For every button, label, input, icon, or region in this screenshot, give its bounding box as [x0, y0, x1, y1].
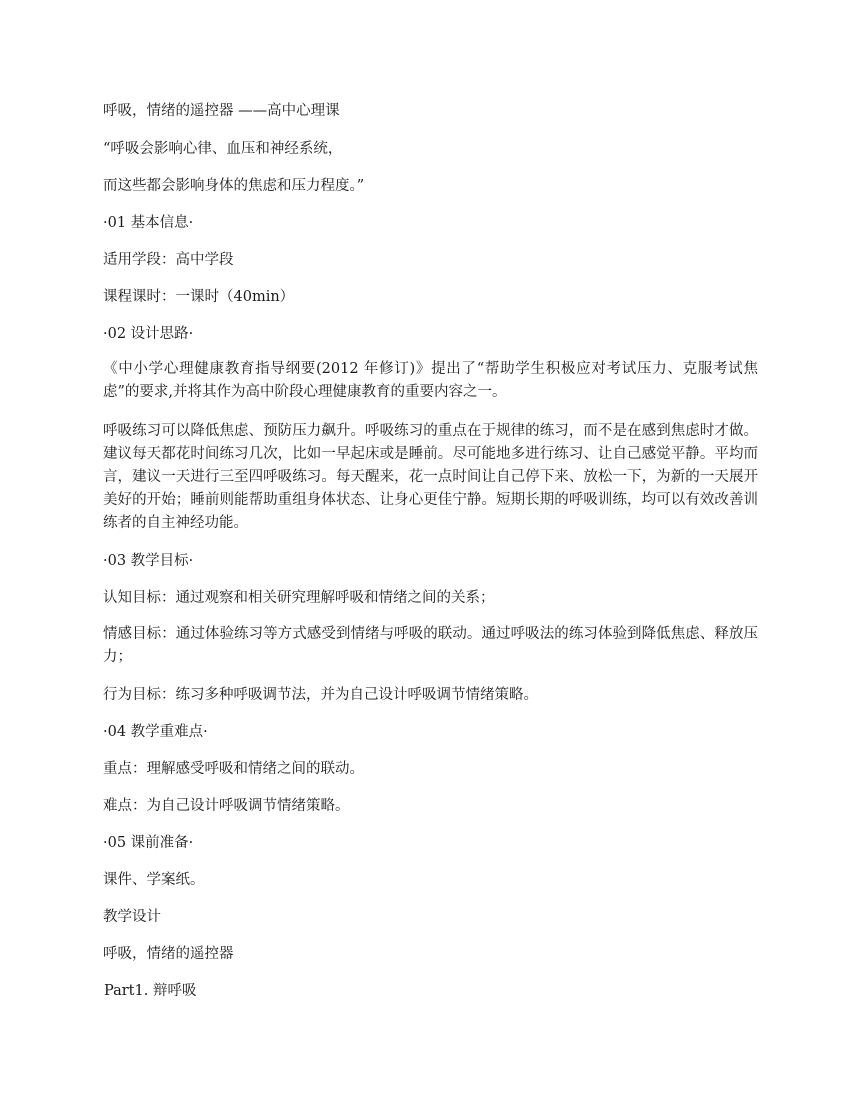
cognitive-goal: 认知目标：通过观察和相关研究理解呼吸和情绪之间的关系； — [103, 590, 495, 606]
section-heading-basic-info: ·01 基本信息· — [103, 215, 194, 231]
applicable-grade: 适用学段：高中学段 — [103, 252, 234, 268]
course-duration: 课程课时：一课时（40min） — [103, 289, 295, 305]
teaching-design-heading: 教学设计 — [103, 909, 161, 925]
teaching-design-subtitle: 呼吸，情绪的遥控器 — [103, 946, 234, 962]
quote-line-1: “呼吸会影响心律、血压和神经系统， — [103, 141, 343, 157]
design-idea-paragraph-2: 呼吸练习可以降低焦虑、预防压力飙升。呼吸练习的重点在于规律的练习，而不是在感到焦虑时才做。建议每天都花时间练习几次，比如一早起床或是睡前。尽可能地多进行练习、让自己感觉平静。平均而言，建议一天进行三至四呼吸练习。每天醒来，花一点时间让自己停下来、放松一下，为新的一天展开美好的开始；睡前则能帮助重组身体状态、让身心更佳宁静。短期长期的呼吸训练，均可以有效改善训练者的自主神经功能。 — [103, 423, 758, 531]
quote-line-2: 而这些都会影响身体的焦虑和压力程度。” — [103, 178, 365, 194]
preparation-materials: 课件、学案纸。 — [103, 872, 205, 888]
document-title: 呼吸，情绪的遥控器 ——高中心理课 — [103, 103, 340, 119]
section-heading-teaching-goals: ·03 教学目标· — [103, 553, 194, 569]
section-heading-design-idea: ·02 设计思路· — [103, 326, 194, 342]
section-heading-preparation: ·05 课前准备· — [103, 835, 194, 851]
key-point: 重点：理解感受呼吸和情绪之间的联动。 — [103, 761, 364, 777]
design-idea-paragraph-1: 《中小学心理健康教育指导纲要(2012 年修订)》提出了“帮助学生积极应对考试压力、克服考试焦虑”的要求,并将其作为高中阶段心理健康教育的重要内容之一。 — [103, 361, 758, 400]
section-heading-key-points: ·04 教学重难点· — [103, 724, 208, 740]
behavioral-goal: 行为目标：练习多种呼吸调节法，并为自己设计呼吸调节情绪策略。 — [103, 687, 538, 703]
difficult-point: 难点：为自己设计呼吸调节情绪策略。 — [103, 798, 350, 814]
part-1-heading: Part1. 辩呼吸 — [104, 983, 197, 999]
emotional-goal: 情感目标：通过体验练习等方式感受到情绪与呼吸的联动。通过呼吸法的练习体验到降低焦虑、释放压力； — [103, 626, 758, 665]
